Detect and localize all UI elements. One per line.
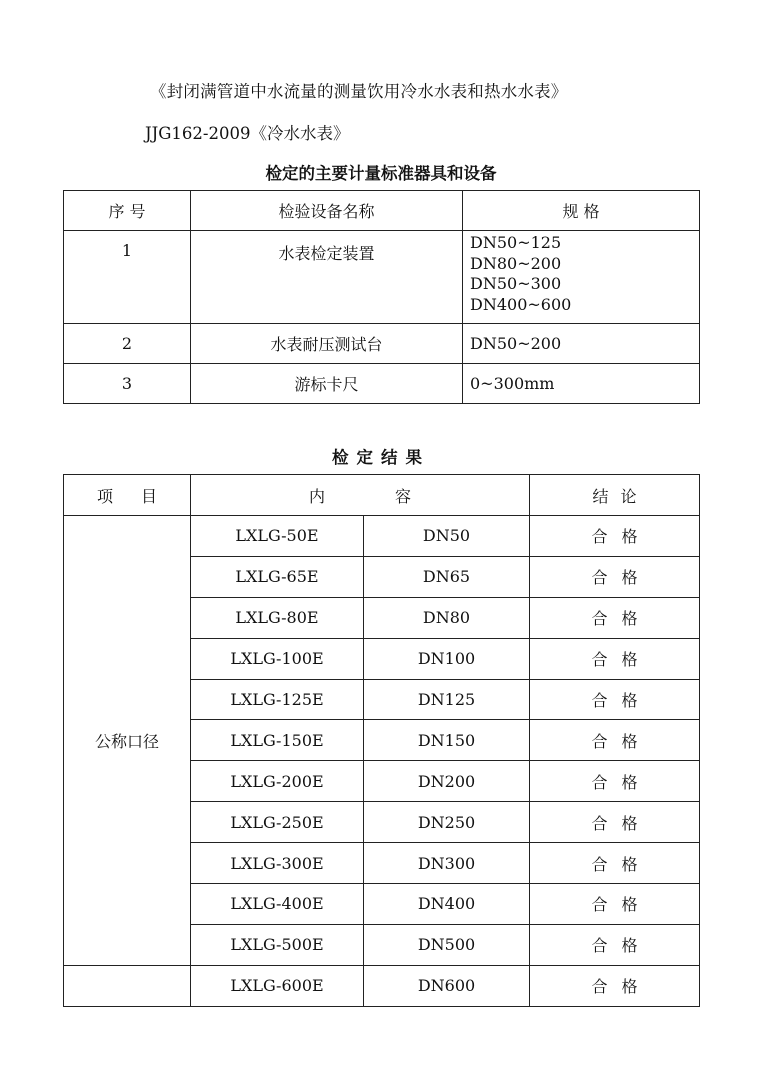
result-cell: 合格	[530, 924, 700, 965]
equipment-table-header	[64, 191, 700, 231]
header-content: 内容	[191, 475, 530, 516]
model-cell: LXLG-250E	[191, 802, 364, 843]
model-cell: LXLG-65E	[191, 556, 364, 597]
nominal-diameter-cell: DN600	[364, 965, 530, 1006]
result-cell: 合格	[530, 720, 700, 761]
result-cell: 合格	[530, 802, 700, 843]
table-row	[64, 231, 700, 324]
equipment-name-cell: 水表耐压测试台	[191, 324, 463, 364]
nominal-diameter-cell: DN125	[364, 679, 530, 720]
model-cell: LXLG-300E	[191, 843, 364, 884]
seq-cell: 2	[64, 324, 191, 364]
model-cell: LXLG-80E	[191, 597, 364, 638]
result-cell: 合格	[530, 965, 700, 1006]
nominal-diameter-cell: DN150	[364, 720, 530, 761]
nominal-diameter-cell: DN65	[364, 556, 530, 597]
nominal-diameter-cell: DN80	[364, 597, 530, 638]
results-table	[63, 474, 700, 1007]
regulation-reference-line: JJG162-2009《冷水水表》	[145, 124, 350, 143]
equipment-table-title: 检定的主要计量标准器具和设备	[265, 164, 497, 183]
header-seq: 序 号	[64, 191, 191, 231]
spec-line: DN400~600	[470, 294, 572, 314]
result-cell: 合格	[530, 597, 700, 638]
model-cell: LXLG-125E	[191, 679, 364, 720]
nominal-diameter-cell: DN500	[364, 924, 530, 965]
result-cell: 合格	[530, 556, 700, 597]
equipment-name-cell: 水表检定装置	[191, 231, 463, 324]
spec-line: DN50~125	[470, 233, 562, 252]
model-cell: LXLG-150E	[191, 720, 364, 761]
result-cell: 合格	[530, 884, 700, 925]
nominal-diameter-cell: DN200	[364, 761, 530, 802]
nominal-diameter-cell: DN400	[364, 884, 530, 925]
result-cell: 合格	[530, 843, 700, 884]
result-cell: 合格	[530, 516, 700, 557]
header-equipment-name: 检验设备名称	[191, 191, 463, 231]
result-cell: 合格	[530, 679, 700, 720]
spec-cell: 0~300mm	[463, 364, 700, 404]
group-label-cell: 公称口径	[64, 516, 191, 966]
seq-cell: 3	[64, 364, 191, 404]
seq-cell: 1	[64, 231, 191, 324]
model-cell: LXLG-100E	[191, 638, 364, 679]
table-row	[64, 965, 700, 1006]
model-cell: LXLG-600E	[191, 965, 364, 1006]
table-row	[64, 516, 700, 557]
nominal-diameter-cell: DN50	[364, 516, 530, 557]
results-table-header	[64, 475, 700, 516]
equipment-name-cell: 游标卡尺	[191, 364, 463, 404]
model-cell: LXLG-50E	[191, 516, 364, 557]
spec-cell: DN50~200	[463, 324, 700, 364]
nominal-diameter-cell: DN300	[364, 843, 530, 884]
nominal-diameter-cell: DN100	[364, 638, 530, 679]
spec-cell	[463, 231, 700, 324]
model-cell: LXLG-500E	[191, 924, 364, 965]
spec-line: DN80~200	[470, 253, 562, 273]
nominal-diameter-cell: DN250	[364, 802, 530, 843]
header-conclusion: 结论	[530, 475, 700, 516]
standard-reference-line: 《封闭满管道中水流量的测量饮用冷水水表和热水水表》	[150, 82, 568, 101]
model-cell: LXLG-400E	[191, 884, 364, 925]
header-item: 项目	[64, 475, 191, 516]
equipment-table	[63, 190, 700, 404]
model-cell: LXLG-200E	[191, 761, 364, 802]
results-table-title: 检定结果	[332, 448, 430, 467]
spec-line: DN50~300	[470, 274, 562, 293]
header-spec: 规 格	[463, 191, 700, 231]
result-cell: 合格	[530, 638, 700, 679]
table-row	[64, 324, 700, 364]
empty-item-cell	[64, 965, 191, 1006]
result-cell: 合格	[530, 761, 700, 802]
table-row	[64, 364, 700, 404]
